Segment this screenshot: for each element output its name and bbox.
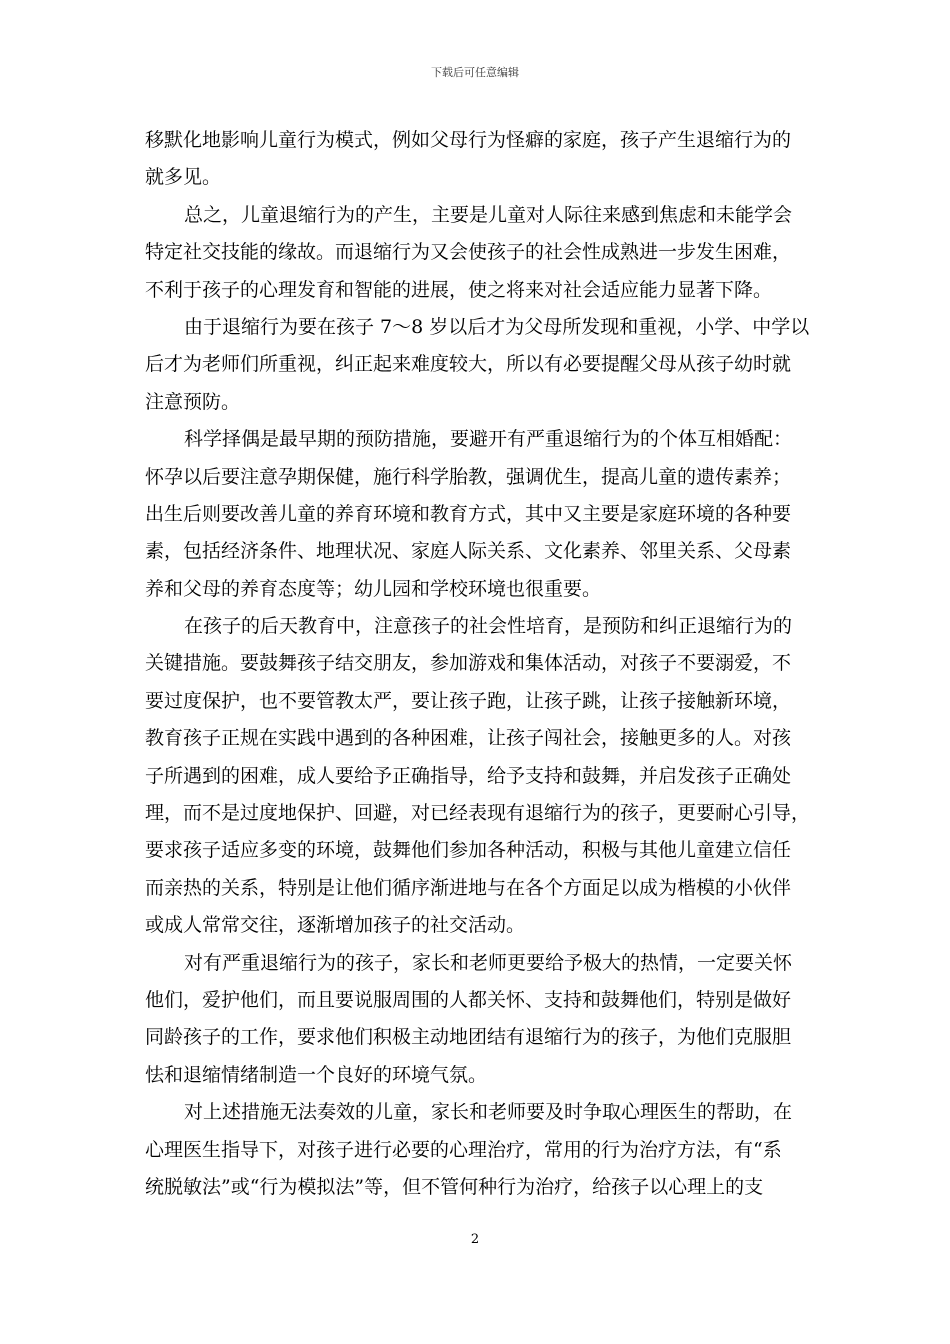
page-header: 下载后可任意编辑: [431, 66, 519, 79]
text-line: 移默化地影响儿童行为模式，例如父母行为怪癖的家庭，孩子产生退缩行为的: [145, 129, 792, 151]
text-line: 出生后则要改善儿童的养育环境和教育方式，其中又主要是家庭环境的各种要: [145, 502, 792, 525]
paragraph-first-line: 在孩子的后天教育中，注意孩子的社会性培育，是预防和纠正退缩行为的: [184, 615, 793, 638]
text-line: 而亲热的关系，特别是让他们循序渐进地与在各个方面足以成为楷模的小伙伴: [145, 876, 792, 899]
paragraph-first-line: 对上述措施无法奏效的儿童，家长和老师要及时争取心理医生的帮助，在: [184, 1101, 793, 1124]
paragraph-first-line: 总之，儿童退缩行为的产生，主要是儿童对人际往来感到焦虑和未能学会: [184, 203, 793, 226]
text-line: 他们，爱护他们，而且要说服周围的人都关怀、支持和鼓舞他们，特别是做好: [145, 988, 792, 1011]
text-line: 后才为老师们所重视，纠正起来难度较大，所以有必要提醒父母从孩子幼时就: [145, 353, 792, 376]
paragraph-first-line: 由于退缩行为要在孩子 7～8 岁以后才为父母所发现和重视，小学、中学以: [184, 315, 810, 338]
paragraph-first-line: 对有严重退缩行为的孩子，家长和老师更要给予极大的热情，一定要关怀: [184, 951, 793, 974]
page-number: 2: [470, 1232, 480, 1247]
text-line: 子所遇到的困难，成人要给予正确指导，给予支持和鼓舞，并启发孩子正确处: [145, 764, 792, 787]
text-line: 特定社交技能的缘故。而退缩行为又会使孩子的社会性成熟进一步发生困难，: [145, 241, 792, 264]
text-line: 或成人常常交往，逐渐增加孩子的社交活动。: [145, 914, 526, 937]
text-line: 就多见。: [145, 166, 222, 189]
text-line: 怀孕以后要注意孕期保健，施行科学胎教，强调优生，提高儿童的遗传素养；: [145, 465, 792, 488]
text-line: 养和父母的养育态度等；幼儿园和学校环境也很重要。: [145, 577, 602, 600]
text-line: 关键措施。要鼓舞孩子结交朋友，参加游戏和集体活动，对孩子不要溺爱，不: [145, 652, 792, 675]
text-line: 素，包括经济条件、地理状况、家庭人际关系、文化素养、邻里关系、父母素: [145, 540, 792, 563]
document-body: [145, 122, 810, 1206]
text-line: 教育孩子正规在实践中遇到的各种困难，让孩子闯社会，接触更多的人。对孩: [145, 727, 792, 750]
text-line: 不利于孩子的心理发育和智能的进展，使之将来对社会适应能力显著下降。: [145, 278, 773, 301]
text-line: 统脱敏法”或“行为模拟法”等，但不管何种行为治疗，给孩子以心理上的支: [145, 1175, 764, 1198]
text-line: 要过度保护，也不要管教太严，要让孩子跑，让孩子跳，让孩子接触新环境，: [145, 689, 792, 712]
text-line: 同龄孩子的工作，要求他们积极主动地团结有退缩行为的孩子，为他们克服胆: [145, 1026, 792, 1049]
text-line: 理，而不是过度地保护、回避，对已经表现有退缩行为的孩子，更要耐心引导，: [145, 802, 810, 825]
text-line: 怯和退缩情绪制造一个良好的环境气氛。: [145, 1063, 488, 1086]
paragraph-first-line: 科学择偶是最早期的预防措施，要避开有严重退缩行为的个体互相婚配：: [184, 428, 793, 451]
text-line: 要求孩子适应多变的环境，鼓舞他们参加各种活动，积极与其他儿童建立信任: [145, 839, 792, 862]
text-line: 心理医生指导下，对孩子进行必要的心理治疗，常用的行为治疗方法，有“系: [145, 1138, 782, 1161]
text-line: 注意预防。: [145, 390, 241, 413]
